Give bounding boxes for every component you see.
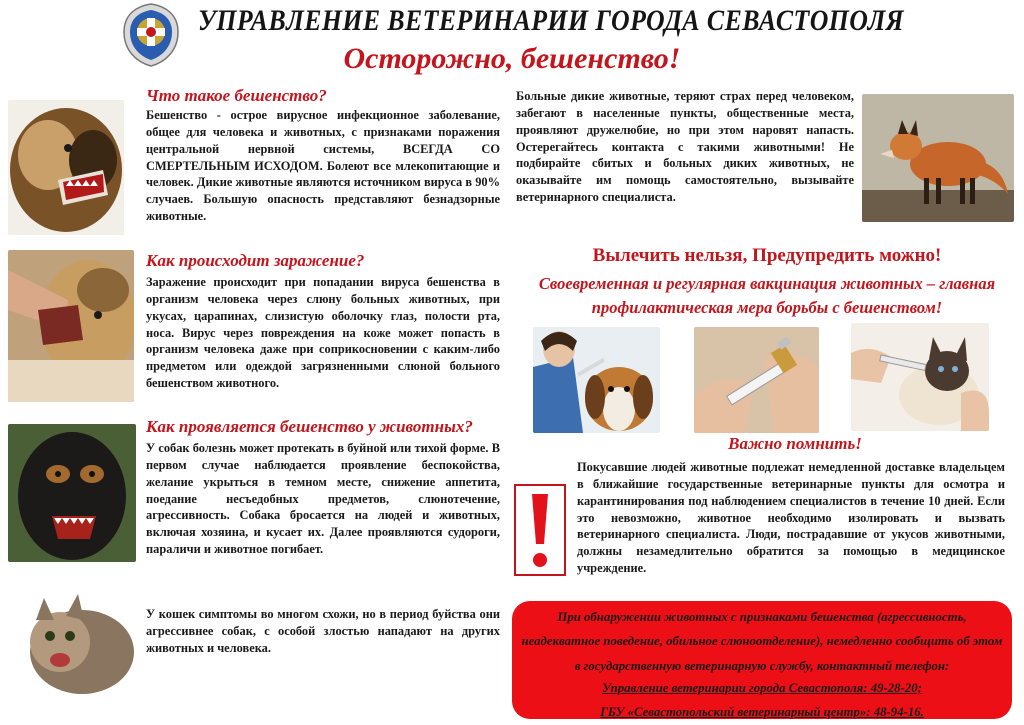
angry-dog-photo [8, 424, 136, 562]
phone-vet-center: ГБУ «Севастопольский ветеринарный центр»: 48-94-16. [600, 705, 924, 720]
vaccine-syringe-photo [694, 327, 819, 433]
section-what-heading: Что такое бешенство? [146, 86, 327, 105]
remember-text: Покусавшие людей животные подлежат немедленной доставке владельцем в ближайшие государственные ветеринарные пункты для осмотра и карантинирования под наблюдением специалистов в течение 10 дней. Если это невозможно, животное необходимо изолировать и вызвать ветеринарного специалиста. Люди, пострадавшие от укусов животными, должны незамедлительно обратится за помощью в медицинское учреждение. [577, 460, 1005, 576]
section-infection-heading: Как происходит заражение? [146, 251, 365, 270]
snarling-dog-photo [8, 100, 124, 235]
warning-phones [520, 676, 1004, 725]
warning-text: При обнаружении животных с признаками бешенства (агрессивность, неадекватное поведение, обильное слюноотделение), немедленно сообщить об этом в государственную ветеринарную службу, контактный телефон: [521, 610, 1003, 673]
section-symptoms-heading: Как проявляется бешенство у животных? [146, 417, 473, 436]
main-title: Осторожно, бешенство! [343, 42, 681, 75]
hissing-kitten-photo [22, 580, 134, 700]
section-symptoms-text: У собак болезнь может протекать в буйной или тихой форме. В первом случае наблюдается проявление беспокойства, желание укрыться в темном месте, снижение аппетита, поедание несъедобных предметов, слюнотечение, агрессивность. Собака бросается на людей и животных, включая хозяина, и кусает их. Далее проявляются судороги, параличи и животное погибает. [146, 441, 500, 557]
vet-beagle-photo [533, 327, 660, 433]
remember-heading: Важно помнить! [728, 434, 862, 453]
exclamation-icon [514, 484, 566, 576]
slogan-prevent: Вылечить нельзя, Предупредить можно! [592, 245, 942, 266]
dog-bite-photo [8, 250, 134, 402]
section-infection-text: Заражение происходит при попадании вируса бешенства в организм человека через слюну больных животных, при укусах, царапинах, слизистую оболочку глаз, полости рта, носа. Вирус через повреждения на коже может попасть в организм человека даже при соприкосновении с каким-либо предметом или одеждой загрязненными слюной больного бешенством животного. [146, 275, 500, 391]
slogan-vaccination: Своевременная и регулярная вакцинация животных – главная профилактическая мера борьбы с бешенством! [538, 274, 996, 317]
phone-vet-department: Управление ветеринарии города Севастополя: 49-28-20; [602, 681, 922, 695]
section-what-text: Бешенство - острое вирусное инфекционное заболевание, общее для человека и животных, с признаками поражения центральной нервной системы, ВСЕГДА СО СМЕРТЕЛЬНЫМ ИСХОДОМ. Болеют все млекопитающие и человек. Дикие животные являются источником вируса в 90% случаев. Большую опасность представляют безнадзорные животные. [146, 108, 500, 224]
org-title: УПРАВЛЕНИЕ ВЕТЕРИНАРИИ ГОРОДА СЕВАСТОПОЛЯ [198, 4, 905, 37]
wild-animals-text: Больные дикие животные, теряют страх перед человеком, забегают в населенные пункты, общественные места, проявляют дружелюбие, но при этом наровят напасть. Остерегайтесь контакта с такими животными! Не подбирайте сбитых и больных диких животных, не оказывайте им помощь самостоятельно, вызывайте ветеринарного специалиста. [516, 89, 854, 205]
fox-photo [862, 94, 1014, 222]
section-cats-text: У кошек симптомы во многом схожи, но в период буйства они агрессивнее собак, с особой злостью нападают на других животных и человека. [146, 607, 500, 655]
kitten-injection-photo [851, 323, 989, 431]
